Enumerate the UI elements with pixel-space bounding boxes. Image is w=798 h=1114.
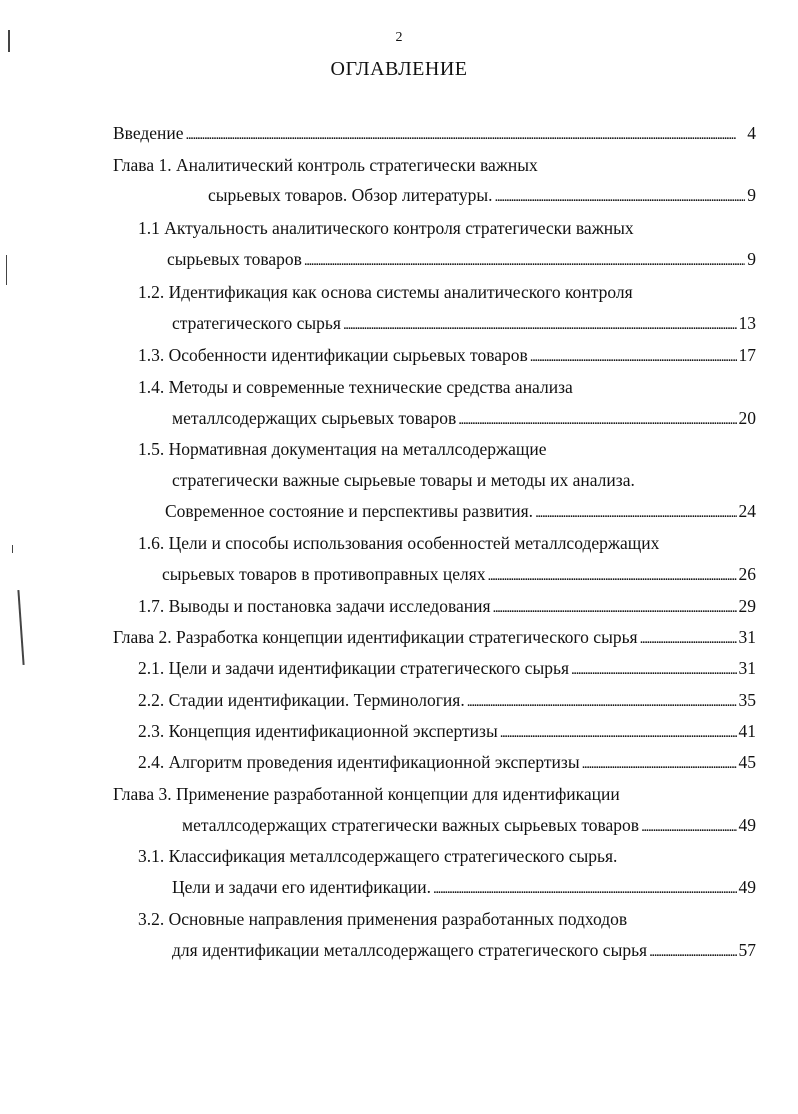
toc-page-number: 4 <box>747 123 756 143</box>
toc-entry-title: Введение <box>113 123 184 143</box>
toc-entry-3-1-line1[interactable]: 3.1. Классификация металлсодержащего стратегического сырья. <box>138 846 618 866</box>
toc-page-number: 49 <box>738 815 756 835</box>
toc-entry-1-2-line1[interactable]: 1.2. Идентификация как основа системы аналитического контроля <box>138 282 633 302</box>
toc-entry-title: Цели и задачи его идентификации. <box>172 877 432 897</box>
scan-mark <box>17 590 24 665</box>
toc-entry-title: сырьевых товаров в противоправных целях <box>162 564 486 584</box>
toc-entry-intro[interactable] <box>113 121 756 145</box>
toc-page-number: 57 <box>738 940 756 960</box>
toc-entry-chapter2[interactable] <box>113 625 756 649</box>
toc-entry-1-4[interactable] <box>172 406 756 430</box>
scan-mark <box>6 255 7 285</box>
page-number: 2 <box>395 30 403 45</box>
toc-entry-title: сырьевых товаров <box>167 249 302 269</box>
toc-entry-3-1[interactable] <box>172 875 756 899</box>
toc-page-number: 31 <box>738 627 756 647</box>
toc-entry-1-3[interactable] <box>138 343 756 367</box>
toc-page-number: 31 <box>738 658 756 678</box>
toc-entry-chapter1[interactable] <box>208 183 756 207</box>
dot-leader <box>530 343 737 369</box>
toc-page-number: 24 <box>738 501 756 521</box>
dot-leader <box>649 938 736 964</box>
toc-entry-chapter3[interactable] <box>182 813 756 837</box>
toc-entry-1-1-line1[interactable]: 1.1 Актуальность аналитического контроля стратегически важных <box>138 218 634 238</box>
toc-entry-2-3[interactable] <box>138 719 756 743</box>
toc-entry-1-5-line1[interactable]: 1.5. Нормативная документация на металлсодержащие <box>138 439 547 459</box>
dot-leader <box>186 121 746 147</box>
toc-page-number: 9 <box>747 249 756 269</box>
toc-entry-3-2[interactable] <box>172 938 756 962</box>
toc-entry-title: Глава 2. Разработка концепции идентификации стратегического сырья <box>113 627 638 647</box>
toc-entry-title: 1.3. Особенности идентификации сырьевых товаров <box>138 345 528 365</box>
toc-page-number: 35 <box>738 690 756 710</box>
toc-entry-title: металлсодержащих стратегически важных сырьевых товаров <box>182 815 640 835</box>
toc-entry-title: 2.1. Цели и задачи идентификации стратегического сырья <box>138 658 569 678</box>
toc-page-number: 45 <box>738 752 756 772</box>
dot-leader <box>571 656 737 682</box>
toc-page-number: 49 <box>738 877 756 897</box>
page-title: ОГЛАВЛЕНИЕ <box>330 58 468 80</box>
dot-leader <box>458 406 736 432</box>
dot-leader <box>493 594 737 620</box>
toc-page-number: 29 <box>738 596 756 616</box>
toc-entry-3-2-line1[interactable]: 3.2. Основные направления применения разработанных подходов <box>138 909 628 929</box>
dot-leader <box>488 562 737 588</box>
toc-entry-title: металлсодержащих сырьевых товаров <box>172 408 457 428</box>
toc-entry-1-7[interactable] <box>138 594 756 618</box>
toc-entry-1-6-line1[interactable]: 1.6. Цели и способы использования особенностей металлсодержащих <box>138 533 660 553</box>
toc-page-number: 26 <box>738 564 756 584</box>
toc-entry-title: 1.7. Выводы и постановка задачи исследования <box>138 596 491 616</box>
dot-leader <box>343 311 737 337</box>
toc-entry-1-5[interactable] <box>165 499 756 523</box>
toc-entry-title: 2.2. Стадии идентификации. Терминология. <box>138 690 465 710</box>
toc-entry-1-1[interactable] <box>167 247 756 271</box>
toc-page-number: 17 <box>738 345 756 365</box>
dot-leader <box>495 183 746 209</box>
dot-leader <box>582 750 737 776</box>
toc-page-number: 9 <box>747 185 756 205</box>
toc-entry-title: сырьевых товаров. Обзор литературы. <box>208 185 493 205</box>
toc-entry-title: Современное состояние и перспективы развития. <box>165 501 534 521</box>
dot-leader <box>640 625 737 651</box>
dot-leader <box>433 875 736 901</box>
toc-page-number: 13 <box>738 313 756 333</box>
toc-entry-title: 2.3. Концепция идентификационной экспертизы <box>138 721 498 741</box>
dot-leader <box>304 247 745 273</box>
toc-entry-1-5-line2[interactable]: стратегически важные сырьевые товары и методы их анализа. <box>172 470 635 490</box>
toc-entry-chapter1-line1[interactable]: Глава 1. Аналитический контроль стратегически важных <box>113 155 538 175</box>
toc-entry-2-2[interactable] <box>138 688 756 712</box>
dot-leader <box>467 688 737 714</box>
toc-page-number: 41 <box>738 721 756 741</box>
toc-page-number: 20 <box>738 408 756 428</box>
toc-entry-2-4[interactable] <box>138 750 756 774</box>
dot-leader <box>535 499 736 525</box>
dot-leader <box>641 813 736 839</box>
toc-entry-1-4-line1[interactable]: 1.4. Методы и современные технические средства анализа <box>138 377 573 397</box>
toc-entry-chapter3-line1[interactable]: Глава 3. Применение разработанной концепции для идентификации <box>113 784 620 804</box>
toc-entry-2-1[interactable] <box>138 656 756 680</box>
dot-leader <box>500 719 737 745</box>
scan-mark <box>12 545 13 553</box>
toc-entry-1-6[interactable] <box>162 562 756 586</box>
toc-entry-1-2[interactable] <box>172 311 756 335</box>
toc-entry-title: для идентификации металлсодержащего стратегического сырья <box>172 940 648 960</box>
toc-entry-title: 2.4. Алгоритм проведения идентификационной экспертизы <box>138 752 580 772</box>
toc-entry-title: стратегического сырья <box>172 313 341 333</box>
